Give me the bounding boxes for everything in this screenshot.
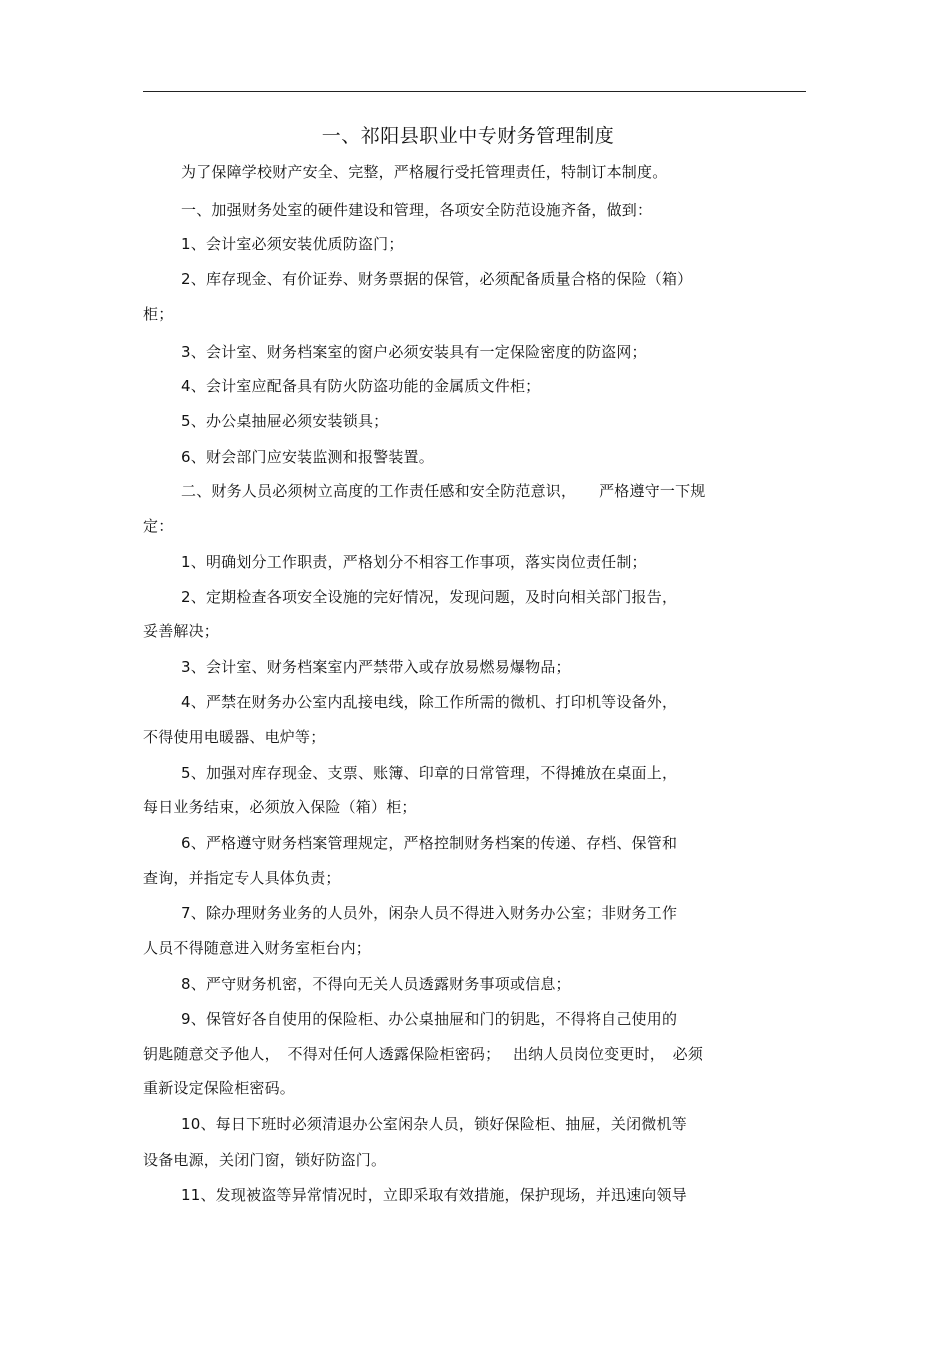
header-rule [143, 91, 806, 92]
list-item: 2、定期检查各项安全设施的完好情况，发现问题，及时向相关部门报告， [181, 588, 678, 606]
list-item-continuation: 柜； [143, 305, 174, 323]
list-item: 5、办公桌抽屉必须安装锁具； [181, 412, 389, 430]
list-item: 3、会计室、财务档案室的窗户必须安装具有一定保险密度的防盗网； [181, 343, 647, 361]
list-item: 2、库存现金、有价证券、财务票据的保管，必须配备质量合格的保险（箱） [181, 270, 693, 288]
list-item-continuation: 查询，并指定专人具体负责； [143, 869, 341, 887]
list-item-continuation: 设备电源，关闭门窗，锁好防盗门。 [143, 1151, 387, 1169]
intro-paragraph: 为了保障学校财产安全、完整，严格履行受托管理责任，特制订本制度。 [181, 163, 668, 181]
section-2-heading-continuation: 定： [143, 517, 174, 535]
list-item: 6、财会部门应安装监测和报警装置。 [181, 448, 434, 466]
list-item: 4、严禁在财务办公室内乱接电线，除工作所需的微机、打印机等设备外， [181, 693, 678, 711]
list-item-continuation: 每日业务结束，必须放入保险（箱）柜； [143, 798, 417, 816]
list-item-continuation: 人员不得随意进入财务室柜台内； [143, 939, 372, 957]
list-item: 9、保管好各自使用的保险柜、办公桌抽屉和门的钥匙，不得将自己使用的 [181, 1010, 678, 1028]
list-item: 4、会计室应配备具有防火防盗功能的金属质文件柜； [181, 377, 541, 395]
section-2-heading: 二、财务人员必须树立高度的工作责任感和安全防范意识， 严格遵守一下规 [181, 482, 706, 500]
list-item: 11、发现被盗等异常情况时，立即采取有效措施，保护现场，并迅速向领导 [181, 1186, 687, 1204]
list-item-continuation: 钥匙随意交予他人， 不得对任何人透露保险柜密码； 出纳人员岗位变更时， 必须 [143, 1045, 704, 1063]
list-item: 3、会计室、财务档案室内严禁带入或存放易燃易爆物品； [181, 658, 571, 676]
list-item: 8、严守财务机密，不得向无关人员透露财务事项或信息； [181, 975, 571, 993]
list-item: 6、严格遵守财务档案管理规定，严格控制财务档案的传递、存档、保管和 [181, 834, 678, 852]
list-item-continuation: 重新设定保险柜密码。 [143, 1079, 296, 1097]
list-item: 7、除办理财务业务的人员外，闲杂人员不得进入财务办公室；非财务工作 [181, 904, 678, 922]
list-item: 10、每日下班时必须清退办公室闲杂人员，锁好保险柜、抽屉，关闭微机等 [181, 1115, 687, 1133]
list-item: 1、明确划分工作职责，严格划分不相容工作事项，落实岗位责任制； [181, 553, 647, 571]
document-title: 一、祁阳县职业中专财务管理制度 [321, 125, 615, 147]
list-item-continuation: 妥善解决； [143, 622, 220, 640]
list-item: 5、加强对库存现金、支票、账簿、印章的日常管理，不得摊放在桌面上， [181, 764, 678, 782]
list-item: 1、会计室必须安装优质防盗门； [181, 235, 404, 253]
section-1-heading: 一、加强财务处室的硬件建设和管理，各项安全防范设施齐备，做到： [181, 201, 653, 219]
list-item-continuation: 不得使用电暖器、电炉等； [143, 728, 326, 746]
